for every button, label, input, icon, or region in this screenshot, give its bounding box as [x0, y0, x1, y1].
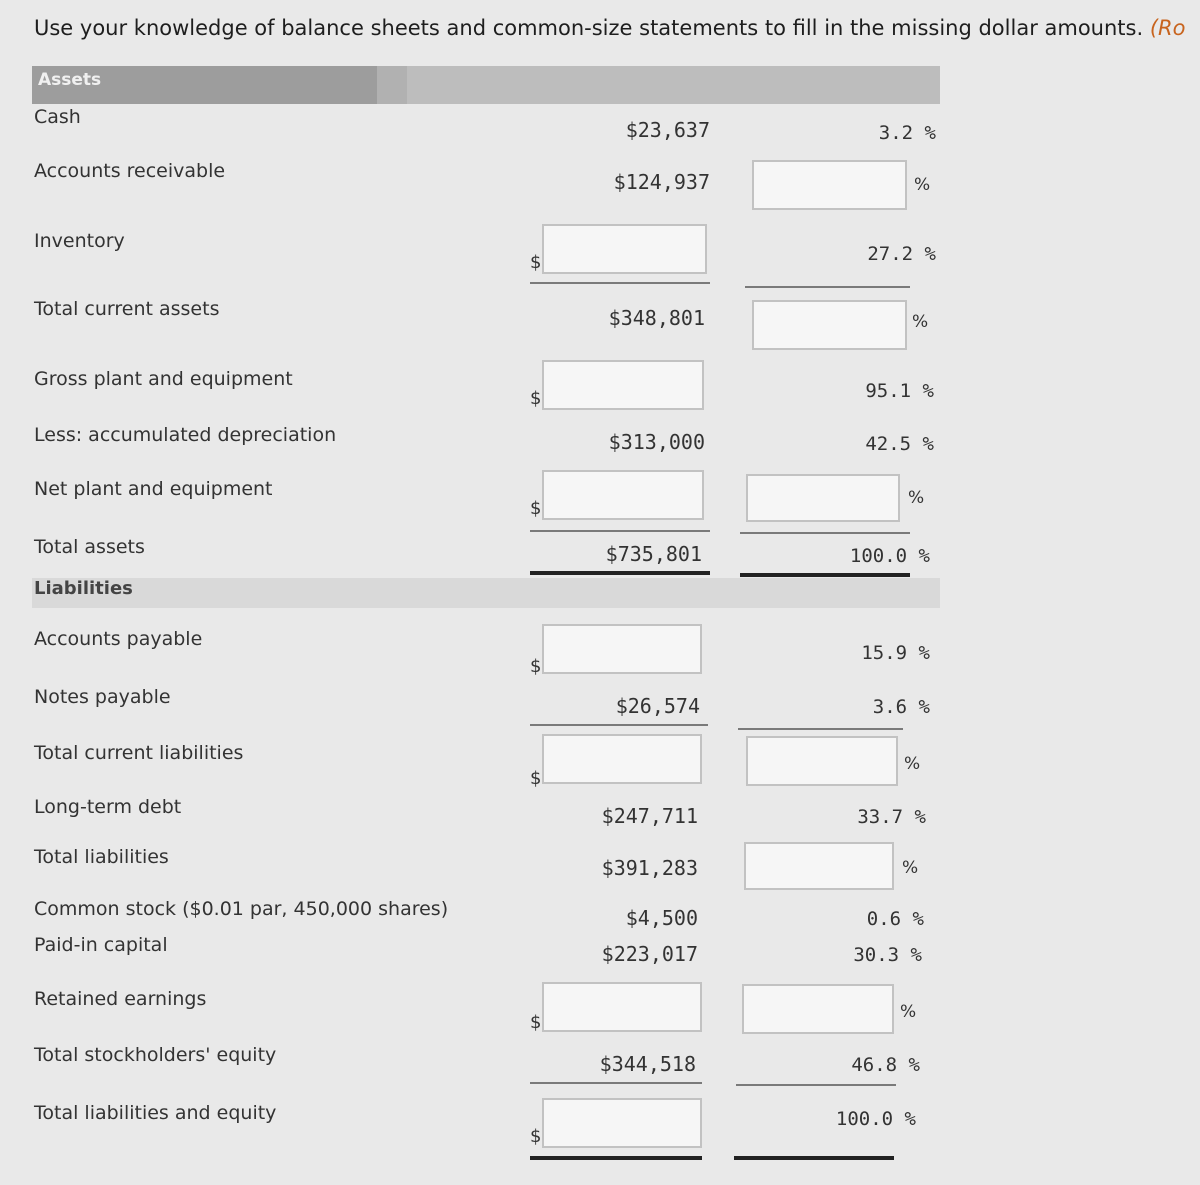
total-double-rule: [734, 1156, 894, 1160]
ltd-label: Long-term debt: [34, 796, 182, 818]
ar-percent-input[interactable]: [752, 160, 907, 210]
ap-dollar-sign: $: [530, 656, 542, 677]
gross-plant-amount-input[interactable]: [542, 360, 704, 410]
retained-percent-input[interactable]: [742, 984, 894, 1034]
total-double-rule: [740, 573, 910, 577]
total-liab-amount: $391,283: [601, 856, 698, 880]
tcl-dollar-sign: $: [530, 768, 542, 789]
net-plant-amount-input[interactable]: [542, 470, 704, 520]
ar-amount: $124,937: [613, 170, 710, 194]
instruction-text: [34, 16, 1185, 40]
cash-amount: $23,637: [625, 118, 710, 142]
subtotal-rule: [530, 282, 710, 284]
gross-plant-dollar-sign: $: [530, 388, 542, 409]
subtotal-rule: [740, 532, 910, 534]
total-le-amount-input[interactable]: [542, 1098, 702, 1148]
subtotal-rule: [738, 728, 903, 730]
total-assets-label: Total assets: [34, 536, 145, 558]
retained-label: Retained earnings: [34, 988, 207, 1010]
paid-in-percent: 30.3 %: [853, 944, 922, 966]
paid-in-amount: $223,017: [601, 942, 698, 966]
common-amount: $4,500: [625, 906, 698, 930]
assets-header-bar: [32, 66, 940, 104]
ltd-amount: $247,711: [601, 804, 698, 828]
tcl-amount-input[interactable]: [542, 734, 702, 784]
notes-label: Notes payable: [34, 686, 171, 708]
common-percent: 0.6 %: [866, 908, 924, 930]
paid-in-label: Paid-in capital: [34, 934, 168, 956]
cash-percent: 3.2 %: [878, 122, 936, 144]
total-liab-label: Total liabilities: [34, 846, 169, 868]
ar-percent-sign: %: [914, 175, 931, 195]
inventory-amount-input[interactable]: [542, 224, 707, 274]
tcl-percent-sign: %: [904, 754, 921, 774]
tca-percent-sign: %: [912, 312, 929, 332]
ap-label: Accounts payable: [34, 628, 203, 650]
accum-dep-label: Less: accumulated depreciation: [34, 424, 337, 446]
total-equity-label: Total stockholders' equity: [34, 1044, 277, 1066]
total-assets-percent: 100.0 %: [849, 545, 930, 567]
tca-amount: $348,801: [608, 306, 705, 330]
liabilities-header-bar: [32, 578, 940, 608]
ap-amount-input[interactable]: [542, 624, 702, 674]
total-le-label: Total liabilities and equity: [34, 1102, 277, 1124]
gross-plant-label: Gross plant and equipment: [34, 368, 293, 390]
instruction-body: Use your knowledge of balance sheets and common-size statements to fill in the missing dollar amounts.: [34, 16, 1144, 40]
total-double-rule: [530, 571, 710, 575]
total-le-percent: 100.0 %: [835, 1108, 916, 1130]
total-liab-percent-sign: %: [902, 858, 919, 878]
subtotal-rule: [745, 286, 910, 288]
notes-percent: 3.6 %: [872, 696, 930, 718]
common-label: Common stock ($0.01 par, 450,000 shares): [34, 898, 449, 920]
net-plant-percent-sign: %: [908, 488, 925, 508]
cash-label: Cash: [34, 106, 81, 128]
inventory-percent: 27.2 %: [867, 243, 936, 265]
net-plant-dollar-sign: $: [530, 498, 542, 519]
ar-label: Accounts receivable: [34, 160, 226, 182]
total-equity-amount: $344,518: [599, 1052, 696, 1076]
ltd-percent: 33.7 %: [857, 806, 926, 828]
total-liab-percent-input[interactable]: [744, 842, 894, 890]
retained-dollar-sign: $: [530, 1012, 542, 1033]
inventory-dollar-sign: $: [530, 252, 542, 273]
gross-plant-percent: 95.1 %: [865, 380, 934, 402]
subtotal-rule: [736, 1084, 896, 1086]
net-plant-label: Net plant and equipment: [34, 478, 273, 500]
total-equity-percent: 46.8 %: [851, 1054, 920, 1076]
retained-percent-sign: %: [900, 1002, 917, 1022]
subtotal-rule: [530, 530, 710, 532]
tcl-percent-input[interactable]: [746, 736, 898, 786]
assets-header: Assets: [38, 70, 102, 90]
accum-dep-percent: 42.5 %: [865, 433, 934, 455]
retained-amount-input[interactable]: [542, 982, 702, 1032]
inventory-label: Inventory: [34, 230, 125, 252]
total-double-rule: [530, 1156, 702, 1160]
liabilities-header: Liabilities: [34, 578, 133, 599]
net-plant-percent-input[interactable]: [746, 474, 900, 522]
total-assets-amount: $735,801: [605, 542, 702, 566]
instruction-round-note: (Ro: [1149, 16, 1186, 40]
total-le-dollar-sign: $: [530, 1126, 542, 1147]
tca-percent-input[interactable]: [752, 300, 907, 350]
ap-percent: 15.9 %: [861, 642, 930, 664]
subtotal-rule: [530, 724, 708, 726]
subtotal-rule: [530, 1082, 702, 1084]
notes-amount: $26,574: [615, 694, 700, 718]
accum-dep-amount: $313,000: [608, 430, 705, 454]
tca-label: Total current assets: [34, 298, 220, 320]
tcl-label: Total current liabilities: [34, 742, 244, 764]
